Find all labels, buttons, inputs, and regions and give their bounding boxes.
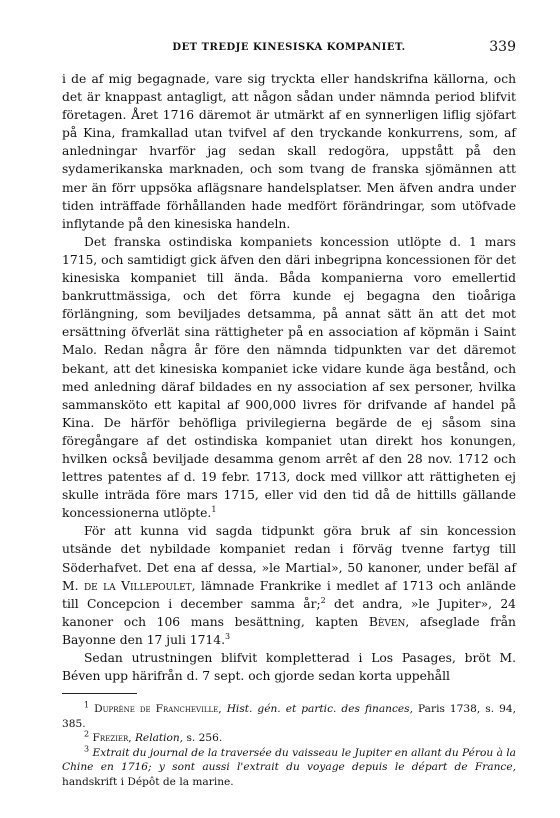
paragraph-1: i de af mig begagnade, vare sig tryckta eller handskrifna källorna, och det är knappast antagligt, att någon sådan under nämnda period blifvit företagen. Året 1716 däremot är utmärkt af en synnerligen liflig sjöfart på Kina, framkallad utan tvifvel af den tryckande konkurrens, som, af anledningar hvarför jag sedan skall redogöra, uppstått på den sydamerikanska marknaden, och som tvang de franska sjömännen att mer än förr uppsöka aflägsnare handelsplatser. Men äfven andra under tiden inträffade förhållanden hade medfört förändringar, som utöfvade inflytande på den kinesiska handeln. (62, 72, 516, 231)
footnote-1-marker: 1 (84, 700, 90, 710)
footnote-3-marker: 3 (84, 743, 90, 753)
footnote-ref-1: 1 (211, 505, 217, 515)
paragraph-2-text: Det franska ostindiska kompaniets koncession utlöpte d. 1 mars 1715, och samtidigt gick äfven den däri inbegripna koncessionen för det kinesiska kompaniet till ända. Båda kompanierna voro emellertid bankruttmässiga, och det förra kunde ej begagna den tioåriga förlängning, som beviljades detsamma, på annat sätt än att det mot ersättning öfverlät sina rättigheter på en association af köpmän i Saint Malo. Redan några år före den nämnda tidpunkten var det däremot bekant, att det kinesiska kompaniet icke vidare kunde äga bestånd, och med anledning däraf bildades en ny association af sex personer, hvilka sammansköto ett kapital af 900,000 livres för drifvande af handel på Kina. De härför behöfliga privilegierna begärde de ej såsom sina föregångare af det ostindiska kompaniet utan direkt hos konungen, hvilken också beviljade desamma genom arrêt af den 28 nov. 1712 och lettres patentes af d. 19 febr. 1713, dock med villkor att rättigheten ej skulle inträda före mars 1715, eller vid den tid då de hittills gällande koncessionerna utlöpte. (62, 234, 516, 521)
paragraph-3-text-b: , lämnade Frankrike i medlet af 1713 och anlände till Concepcion i december samma år; (62, 578, 516, 611)
footnote-1-author: Duprène de Francheville, (94, 703, 222, 715)
person-name-beven: Bèven (368, 614, 406, 629)
footnote-2-rest: s. 256. (186, 732, 223, 744)
footnote-1-rest: Paris 1738, s. 94, 385. (62, 703, 516, 730)
footnote-1 (62, 702, 516, 731)
paragraph-3 (62, 522, 516, 649)
footnotes (62, 702, 516, 789)
footnote-divider (62, 693, 137, 694)
running-head: DET TREDJE KINESISKA KOMPANIET. (172, 42, 406, 53)
footnote-3 (62, 743, 516, 790)
page-number: 339 (489, 39, 516, 55)
footnote-ref-3: 3 (225, 631, 231, 641)
footnote-2-title: Relation, (134, 732, 184, 744)
footnote-ref-2: 2 (320, 595, 326, 605)
footnote-3-rest: handskrift i Dépôt de la marine. (62, 775, 234, 788)
page-header (62, 39, 516, 60)
footnote-1-title: Hist. gén. et partic. des finances, (226, 703, 413, 715)
paragraph-3-text-d: , afseglade från Bayonne den 17 juli 1714. (62, 614, 516, 647)
person-name-villepoulet: de la Villepoulet (83, 578, 192, 593)
footnote-2-author: Frezier, (92, 732, 132, 744)
footnote-2 (62, 731, 516, 746)
footnote-3-title: Extrait du journal de la traversée du vaisseau le Jupiter en allant du Pérou à la Chine en 1716; y sont aussi l'extrait du voyage depuis le départ de France, (62, 746, 516, 773)
paragraph-4: Sedan utrustningen blifvit kompletterad i Los Pasages, bröt M. Béven upp härifrån d. 7 sept. och gjorde sedan korta uppehåll (62, 651, 516, 684)
footnote-2-marker: 2 (84, 729, 90, 739)
paragraph-3-text-c: det andra, »le Jupiter», 24 kanoner och 106 mans besättning, kapten (62, 596, 516, 629)
paragraph-2 (62, 233, 516, 523)
body-text (62, 70, 516, 685)
paragraph-3-text-a: För att kunna vid sagda tidpunkt göra bruk af sin koncession utsände det nybildade kompaniet redan i förväg tvenne fartyg till Söderhafvet. Det ena af dessa, »le Martial», 50 kanoner, under befäl af M. (62, 524, 516, 593)
